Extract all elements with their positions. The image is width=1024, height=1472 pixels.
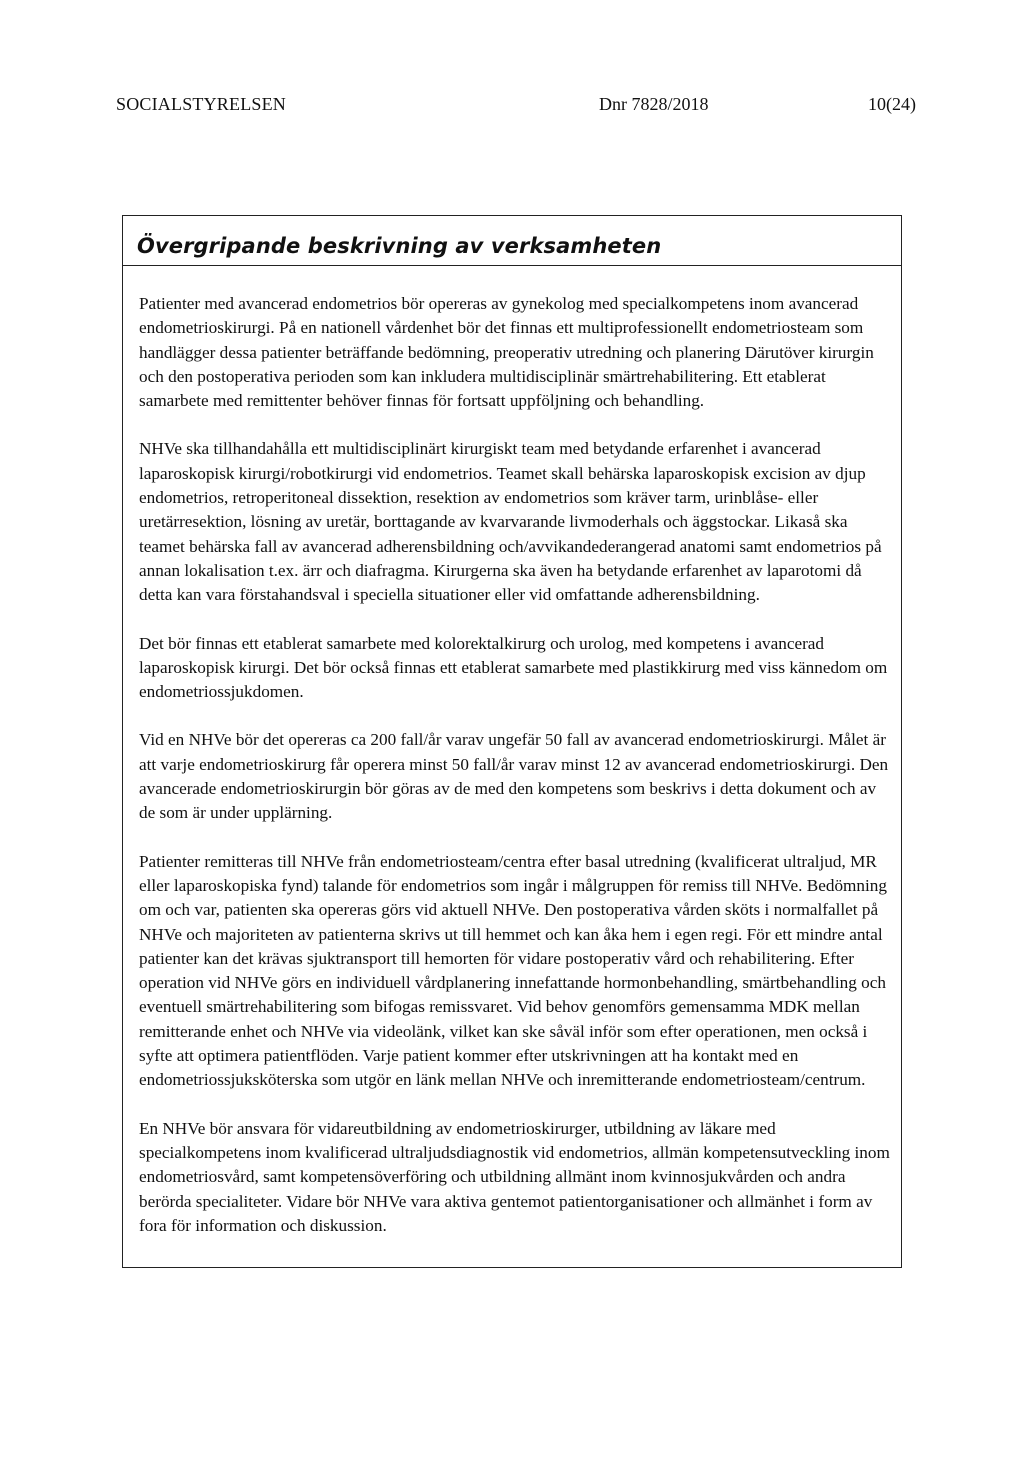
- section-title: Övergripande beskrivning av verksamheten: [137, 234, 662, 258]
- paragraph-education: En NHVe bör ansvara för vidareutbildning av endometrioskirurger, utbildning av läkare med specialkompetens inom kvalificerad ultraljudsdiagnostik vid endometrios, allmän kompetensutveckling inom endometriosvård, samt kompetensöverföring och utbildning allmänt inom kvinnosjukvården och andra berörda specialiteter. Vidare bör NHVe vara aktiva gentemot patientorganisationer och allmänhet i form av fora för information och diskussion.: [139, 1118, 890, 1235]
- paragraph-surgical-team: NHVe ska tillhandahålla ett multidisciplinärt kirurgiskt team med betydande erfarenhet i avancerad laparoskopisk kirurgi/robotkirurgi vid endometrios. Teamet skall behärska laparoskopisk excision av djup endometrios, retroperitoneal dissektion, resektion av endometrios som kräver tarm, urinblåse- eller uretärresektion, lösning av uretär, borttagande av kvarvarande livmoderhals och äggstockar. Likaså ska teamet behärska fall av avancerad adherensbildning och/avvikandederangerad anatomi samt endometrios på annan lokalisation t.ex. ärr och diafragma. Kirurgerna ska även ha betydande erfarenhet av laparotomi då detta kan vara förstahandsval i speciella situationer eller vid omfattande adherensbildning.: [139, 439, 882, 605]
- paragraph-collaboration: Det bör finnas ett etablerat samarbete med kolorektalkirurg och urolog, med kompetens i avancerad laparoskopisk kirurgi. Det bör också finnas ett etablerat samarbete med plastikkirurg med viss kännedom om endometriossjukdomen.: [139, 633, 888, 702]
- section-title-row: [123, 216, 901, 266]
- paragraph-referral: Patienter remitteras till NHVe från endometriosteam/centra efter basal utredning (kvalificerat ultraljud, MR eller laparoskopiska fynd) talande för endometrios som ingår i målgruppen för remiss till NHVe. Bedömning om och var, patienten ska opereras görs vid aktuell NHVe. Den postoperativa vården sköts i normalfallet på NHVe och majoriteten av patienterna skrivs ut till hemmet och kan åka hem i egen regi. För ett mindre antal patienter kan det krävas sjuktransport till hemorten för vidare postoperativ vård och rehabilitering. Efter operation vid NHVe görs en individuell vårdplanering innefattande hormonbehandling, smärtbehandling och eventuell smärtrehabilitering som bifogas remissvaret. Vid behov genomförs gemensamma MDK mellan remitterande enhet och NHVe via videolänk, vilket kan ske såväl inför som efter operationen, men också i syfte att optimera patientflöden. Varje patient kommer efter utskrivningen att ha kontakt med en endometriossjuksköterska som utgör en länk mellan NHVe och inremitterande endometriosteam/centrum.: [139, 851, 887, 1090]
- organization-name: SOCIALSTYRELSEN: [116, 94, 287, 114]
- section-content: [139, 292, 895, 1262]
- document-number: Dnr 7828/2018: [599, 94, 709, 114]
- page-header: [116, 94, 916, 118]
- section-frame: [122, 215, 902, 1268]
- page-number: 10(24): [868, 94, 916, 114]
- paragraph-volume: Vid en NHVe bör det opereras ca 200 fall/år varav ungefär 50 fall av avancerad endometrioskirurgi. Målet är att varje endometrioskirurg får operera minst 50 fall/år varav minst 12 av avancerad endometrioskirurgi. Den avancerade endometrioskirurgin bör göras av de med den kompetens som beskrivs i detta dokument och av de som är under upplärning.: [139, 730, 889, 823]
- paragraph-patients: Patienter med avancerad endometrios bör opereras av gynekolog med specialkompetens inom avancerad endometrioskirurgi. På en nationell vårdenhet bör det finnas ett multiprofessionellt endometriosteam som handlägger dessa patienter beträffande bedömning, preoperativ utredning och planering Därutöver kirurgin och den postoperativa perioden som kan inkludera multidisciplinär smärtrehabilitering. Ett etablerat samarbete med remittenter behöver finnas för fortsatt uppföljning och behandling.: [139, 294, 874, 411]
